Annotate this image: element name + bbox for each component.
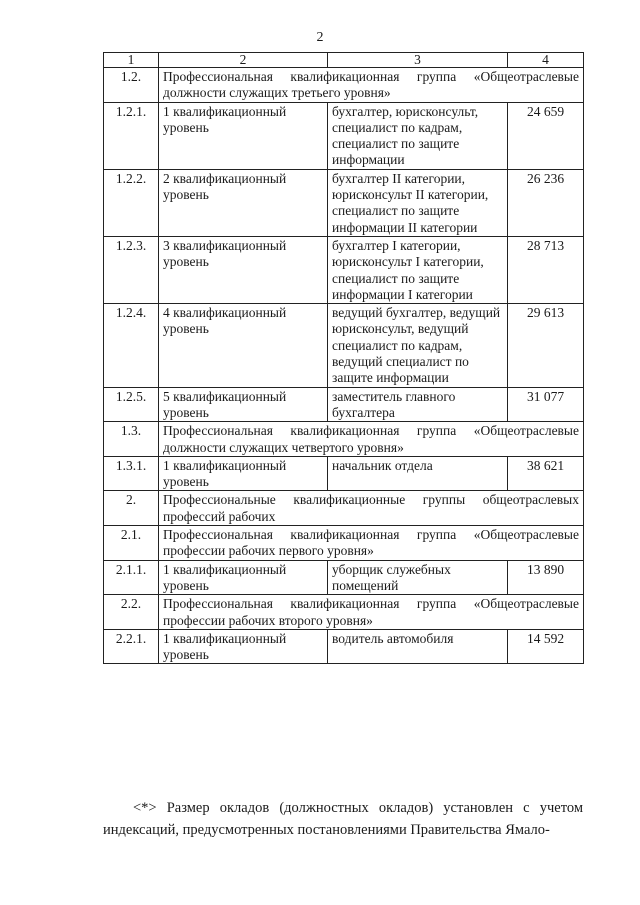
salary-value: 14 592 xyxy=(508,629,584,664)
positions: начальник отдела xyxy=(328,456,508,491)
positions: заместитель главного бухгалтера xyxy=(328,387,508,422)
positions: бухгалтер I категории, юрисконсульт I категории, специалист по защите информации I категории xyxy=(328,236,508,303)
group-title: Профессиональная квалификационная группа «Общеотраслевые профессии рабочих второго уровня» xyxy=(159,595,584,630)
table-row xyxy=(104,629,584,664)
table-row xyxy=(104,387,584,422)
salary-value: 28 713 xyxy=(508,236,584,303)
header-col-2: 2 xyxy=(159,53,328,68)
footnote: <*> Размер окладов (должностных окладов) установлен с учетом индексаций, предусмотренных постановлениями Правительства Ямало- xyxy=(103,800,583,838)
table-row xyxy=(104,102,584,169)
group-row xyxy=(104,422,584,457)
header-col-3: 3 xyxy=(328,53,508,68)
table-row xyxy=(104,456,584,491)
row-number: 2.2.1. xyxy=(104,629,159,664)
group-row xyxy=(104,491,584,526)
header-col-1: 1 xyxy=(104,53,159,68)
group-title: Профессиональная квалификационная группа «Общеотраслевые должности служащих четвертого уровня» xyxy=(159,422,584,457)
page-number: 2 xyxy=(316,30,324,45)
row-number: 2.1. xyxy=(104,526,159,561)
group-row xyxy=(104,526,584,561)
qualification-level: 1 квалификационный уровень xyxy=(159,629,328,664)
salary-value: 31 077 xyxy=(508,387,584,422)
qualification-level: 1 квалификационный уровень xyxy=(159,102,328,169)
salary-value: 29 613 xyxy=(508,304,584,387)
row-number: 1.2.4. xyxy=(104,304,159,387)
row-number: 1.3. xyxy=(104,422,159,457)
positions: водитель автомобиля xyxy=(328,629,508,664)
group-title: Профессиональная квалификационная группа «Общеотраслевые должности служащих третьего уровня» xyxy=(159,68,584,103)
group-title: Профессиональная квалификационная группа «Общеотраслевые профессии рабочих первого уровня» xyxy=(159,526,584,561)
salary-table-body xyxy=(104,53,584,664)
salary-value: 13 890 xyxy=(508,560,584,595)
qualification-level: 1 квалификационный уровень xyxy=(159,560,328,595)
qualification-level: 2 квалификационный уровень xyxy=(159,169,328,236)
positions: ведущий бухгалтер, ведущий юрисконсульт, ведущий специалист по кадрам, ведущий специалист по защите информации xyxy=(328,304,508,387)
row-number: 2.2. xyxy=(104,595,159,630)
qualification-level: 3 квалификационный уровень xyxy=(159,236,328,303)
qualification-level: 4 квалификационный уровень xyxy=(159,304,328,387)
row-number: 2.1.1. xyxy=(104,560,159,595)
row-number: 1.2.5. xyxy=(104,387,159,422)
group-row xyxy=(104,68,584,103)
row-number: 1.2. xyxy=(104,68,159,103)
salary-value: 26 236 xyxy=(508,169,584,236)
positions: бухгалтер, юрисконсульт, специалист по кадрам, специалист по защите информации xyxy=(328,102,508,169)
table-row xyxy=(104,304,584,387)
table-row xyxy=(104,236,584,303)
positions: уборщик служебных помещений xyxy=(328,560,508,595)
table-row xyxy=(104,169,584,236)
salary-value: 38 621 xyxy=(508,456,584,491)
group-title: Профессиональные квалификационные группы общеотраслевых профессий рабочих xyxy=(159,491,584,526)
qualification-level: 1 квалификационный уровень xyxy=(159,456,328,491)
header-col-4: 4 xyxy=(508,53,584,68)
row-number: 1.3.1. xyxy=(104,456,159,491)
row-number: 2. xyxy=(104,491,159,526)
salary-table xyxy=(103,52,584,664)
row-number: 1.2.2. xyxy=(104,169,159,236)
qualification-level: 5 квалификационный уровень xyxy=(159,387,328,422)
table-header-row xyxy=(104,53,584,68)
row-number: 1.2.1. xyxy=(104,102,159,169)
salary-value: 24 659 xyxy=(508,102,584,169)
table-row xyxy=(104,560,584,595)
group-row xyxy=(104,595,584,630)
row-number: 1.2.3. xyxy=(104,236,159,303)
positions: бухгалтер II категории, юрисконсульт II категории, специалист по защите информации II категории xyxy=(328,169,508,236)
